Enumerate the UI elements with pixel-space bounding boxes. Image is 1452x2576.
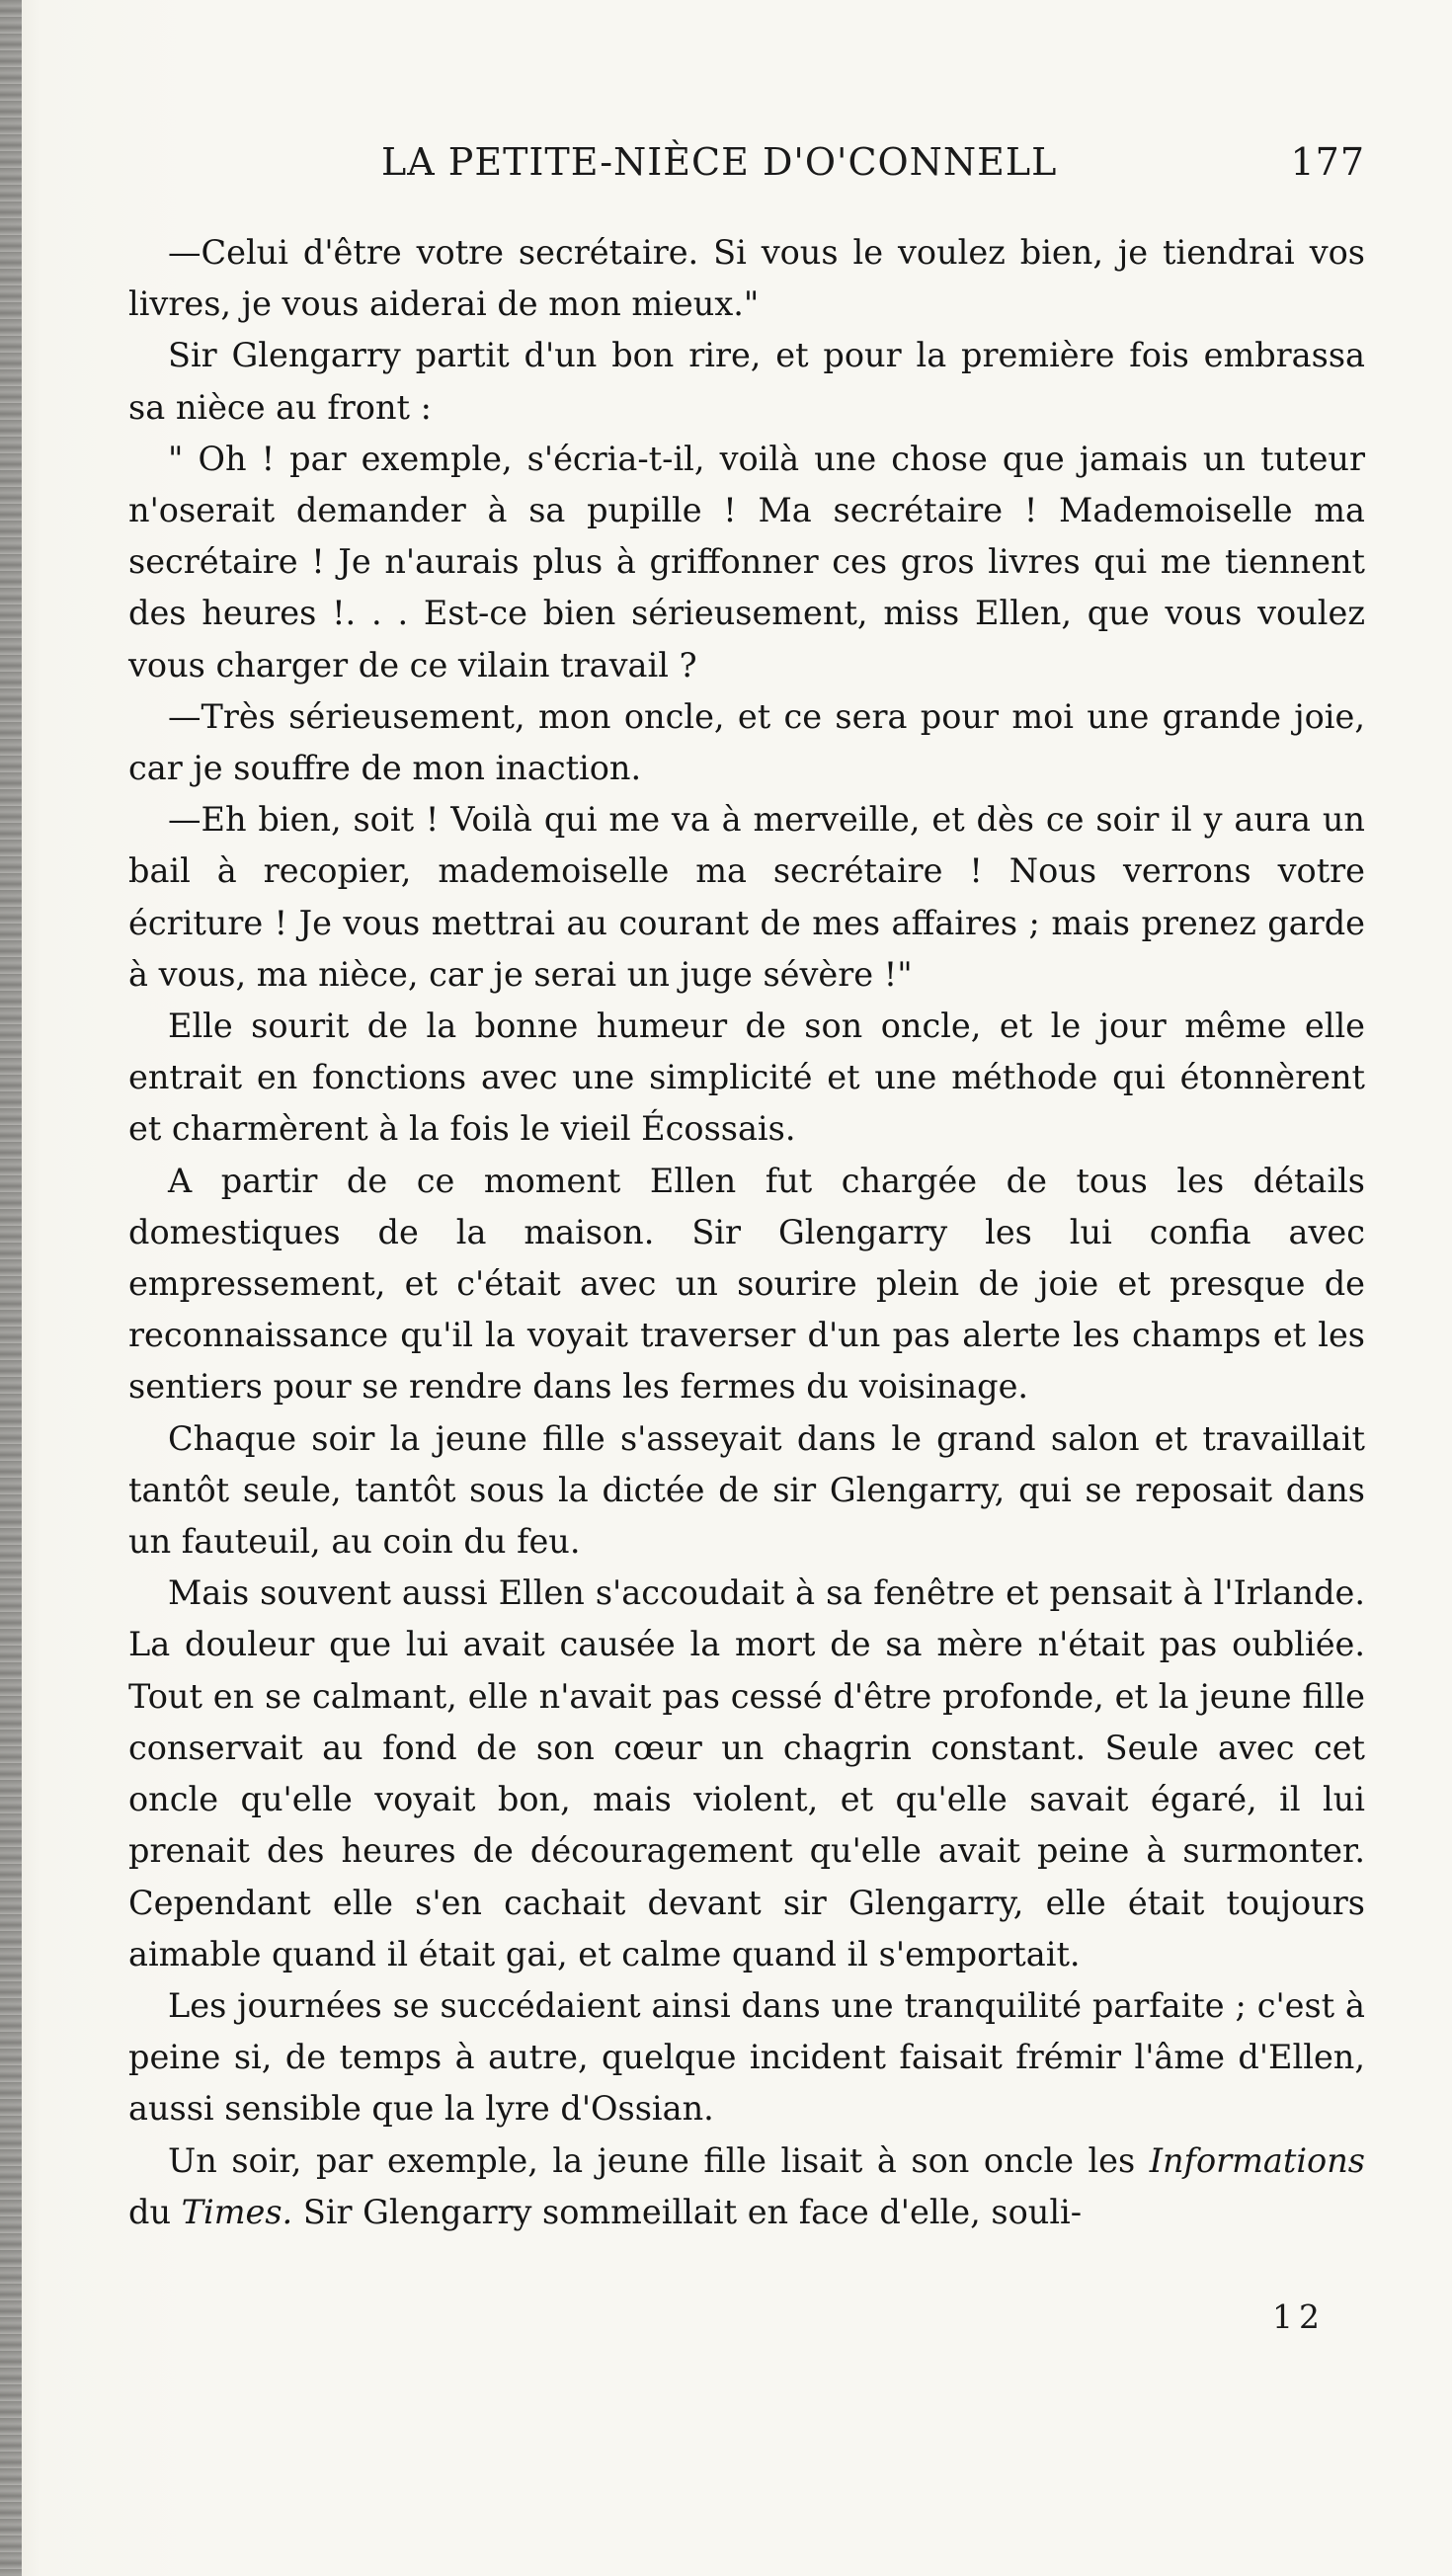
italic-run: Times. bbox=[181, 2192, 293, 2231]
paragraph: Sir Glengarry partit d'un bon rire, et pour la première fois embrassa sa nièce au front : bbox=[128, 336, 1365, 427]
text-run: du bbox=[128, 2192, 182, 2231]
paragraph: Les journées se succédaient ainsi dans une tranquilité parfaite ; c'est à peine si, de temps à autre, quelque incident faisait frémir l'âme d'Ellen, aussi sensible que la lyre d'Ossian. bbox=[128, 1985, 1365, 2129]
text-run: Sir Glengarry sommeillait en face d'elle, souli- bbox=[292, 2192, 1083, 2231]
paragraph-last bbox=[128, 2135, 1365, 2238]
signature-mark: 12 bbox=[1272, 2297, 1326, 2336]
italic-run: Informations bbox=[1149, 2140, 1365, 2180]
paragraph: Chaque soir la jeune fille s'asseyait dans le grand salon et travaillait tantôt seule, tantôt sous la dictée de sir Glengarry, qui se reposait dans un fauteuil, au coin du feu. bbox=[128, 1418, 1365, 1562]
paragraph: " Oh ! par exemple, s'écria-t-il, voilà une chose que jamais un tuteur n'oserait demander à sa pupille ! Ma secrétaire ! Mademoiselle ma secrétaire ! Je n'aurais plus à griffonner ces gros livres qui me tiennent des heures !. . . Est-ce bien sérieusement, miss Ellen, que vous voulez vous charger de ce vilain travail ? bbox=[128, 439, 1365, 684]
paragraph: —Eh bien, soit ! Voilà qui me va à merveille, et dès ce soir il y aura un bail à recopier, mademoiselle ma secrétaire ! Nous verrons votre écriture ! Je vous mettrai au courant de mes affaires ; mais prenez garde à vous, ma nièce, car je serai un juge sévère !" bbox=[128, 800, 1365, 994]
text-run: Un soir, par exemple, la jeune fille lisait à son oncle les bbox=[168, 2140, 1150, 2180]
page-number: 177 bbox=[1290, 140, 1365, 184]
running-title: LA PETITE-NIÈCE D'O'CONNELL bbox=[381, 140, 1058, 184]
paragraph: Mais souvent aussi Ellen s'accoudait à sa fenêtre et pensait à l'Irlande. La douleur que lui avait causée la mort de sa mère n'était pas oubliée. Tout en se calmant, elle n'avait pas cessé d'être profonde, et la jeune fille conservait au fond de son cœur un chagrin constant. Seule avec cet oncle qu'elle voyait bon, mais violent, et qu'elle savait égaré, il lui prenait des heures de découragement qu'elle avait peine à surmonter. Cependant elle s'en cachait devant sir Glengarry, elle était toujours aimable quand il était gai, et calme quand il s'emportait. bbox=[128, 1573, 1365, 1973]
spine-shadow bbox=[0, 0, 22, 2576]
paragraph: —Très sérieusement, mon oncle, et ce sera pour moi une grande joie, car je souffre de mon inaction. bbox=[128, 696, 1365, 788]
paragraph: Elle sourit de la bonne humeur de son oncle, et le jour même elle entrait en fonctions avec une simplicité et une méthode qui étonnèrent et charmèrent à la fois le vieil Écossais. bbox=[128, 1006, 1365, 1149]
body-text bbox=[128, 227, 1365, 2238]
paragraph: —Celui d'être votre secrétaire. Si vous le voulez bien, je tiendrai vos livres, je vous aiderai de mon mieux." bbox=[128, 233, 1365, 324]
page-header bbox=[128, 140, 1365, 200]
paragraph: A partir de ce moment Ellen fut chargée de tous les détails domestiques de la maison. Sir Glengarry les lui confia avec empressement, et c'était avec un sourire plein de joie et presque de reconnaissance qu'il la voyait traverser d'un pas alerte les champs et les sentiers pour se rendre dans les fermes du voisinage. bbox=[128, 1161, 1365, 1407]
